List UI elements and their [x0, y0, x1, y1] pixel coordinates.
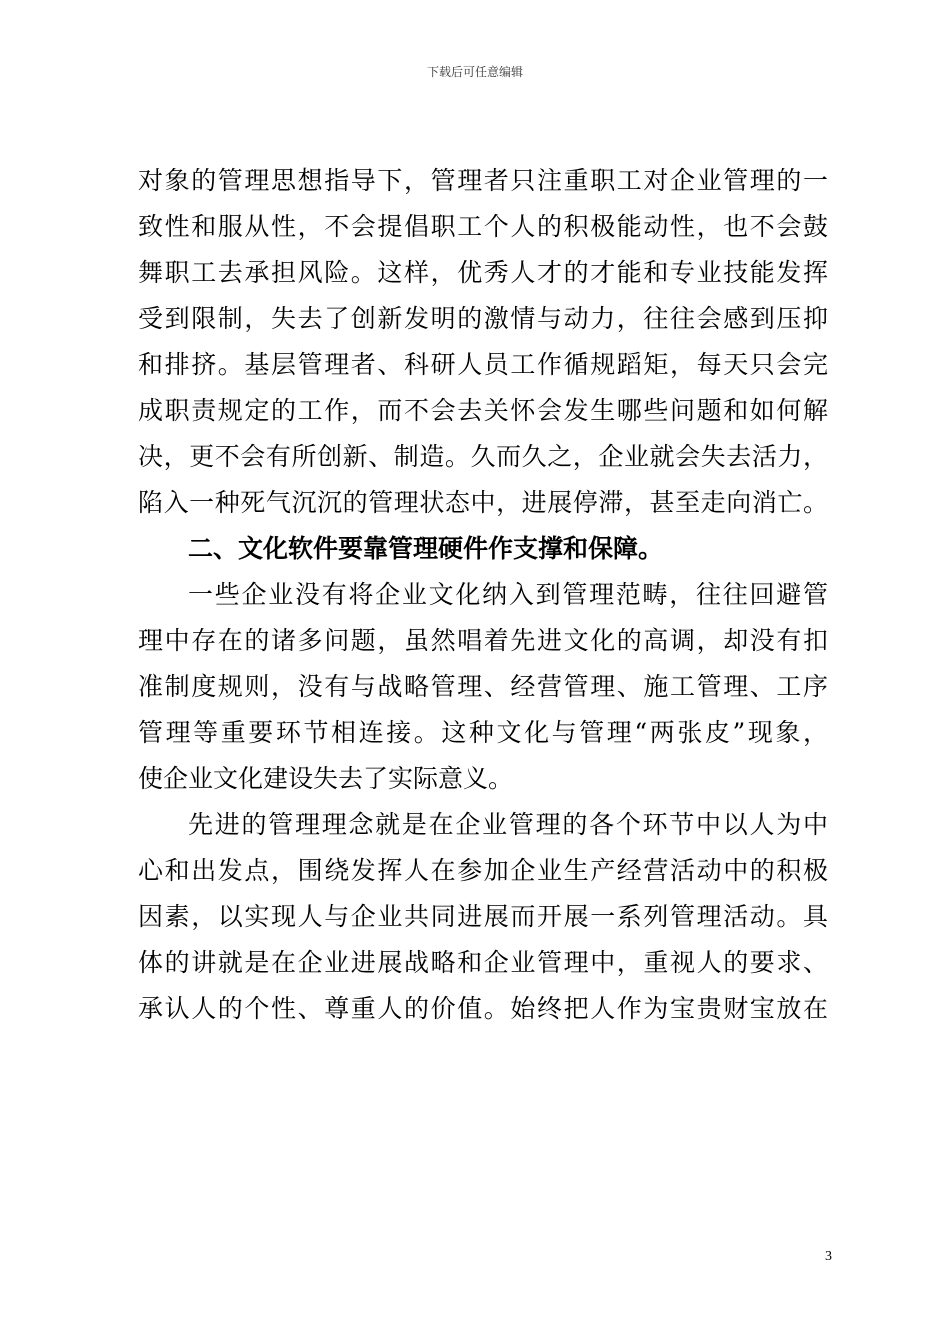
document-body: [138, 158, 828, 1032]
text-line: 成职责规定的工作，而不会去关怀会发生哪些问题和如何解: [138, 396, 828, 425]
text-line: 和排挤。基层管理者、科研人员工作循规蹈矩，每天只会完: [138, 350, 828, 379]
text-line: 受到限制，失去了创新发明的激情与动力，往往会感到压抑: [138, 304, 828, 333]
section-heading: 二、文化软件要靠管理硬件作支撑和保障。: [188, 534, 664, 563]
text-line: 先进的管理理念就是在企业管理的各个环节中以人为中: [188, 810, 828, 839]
text-line: 使企业文化建设失去了实际意义。: [138, 764, 514, 793]
text-line: 因素，以实现人与企业共同进展而开展一系列管理活动。具: [138, 902, 828, 931]
text-line: 体的讲就是在企业进展战略和企业管理中，重视人的要求、: [138, 948, 828, 977]
text-line: 致性和服从性，不会提倡职工个人的积极能动性，也不会鼓: [138, 212, 828, 241]
text-line: 一些企业没有将企业文化纳入到管理范畴，往往回避管: [188, 580, 828, 609]
text-line: 舞职工去承担风险。这样，优秀人才的才能和专业技能发挥: [138, 258, 828, 287]
text-line: 准制度规则，没有与战略管理、经营管理、施工管理、工序: [138, 672, 828, 701]
text-line: 陷入一种死气沉沉的管理状态中，进展停滞，甚至走向消亡。: [138, 488, 828, 517]
text-line: 对象的管理思想指导下，管理者只注重职工对企业管理的一: [138, 166, 828, 195]
text-line: 管理等重要环节相连接。这种文化与管理“两张皮”现象，: [138, 718, 828, 747]
text-line: 心和出发点，围绕发挥人在参加企业生产经营活动中的积极: [138, 856, 828, 885]
text-line: 理中存在的诸多问题，虽然唱着先进文化的高调，却没有扣: [138, 626, 828, 655]
text-line: 承认人的个性、尊重人的价值。始终把人作为宝贵财宝放在: [138, 994, 828, 1023]
text-line: 决，更不会有所创新、制造。久而久之，企业就会失去活力，: [138, 442, 828, 471]
page-header: 下载后可任意编辑: [426, 65, 523, 79]
page-number: 3: [825, 1249, 832, 1264]
